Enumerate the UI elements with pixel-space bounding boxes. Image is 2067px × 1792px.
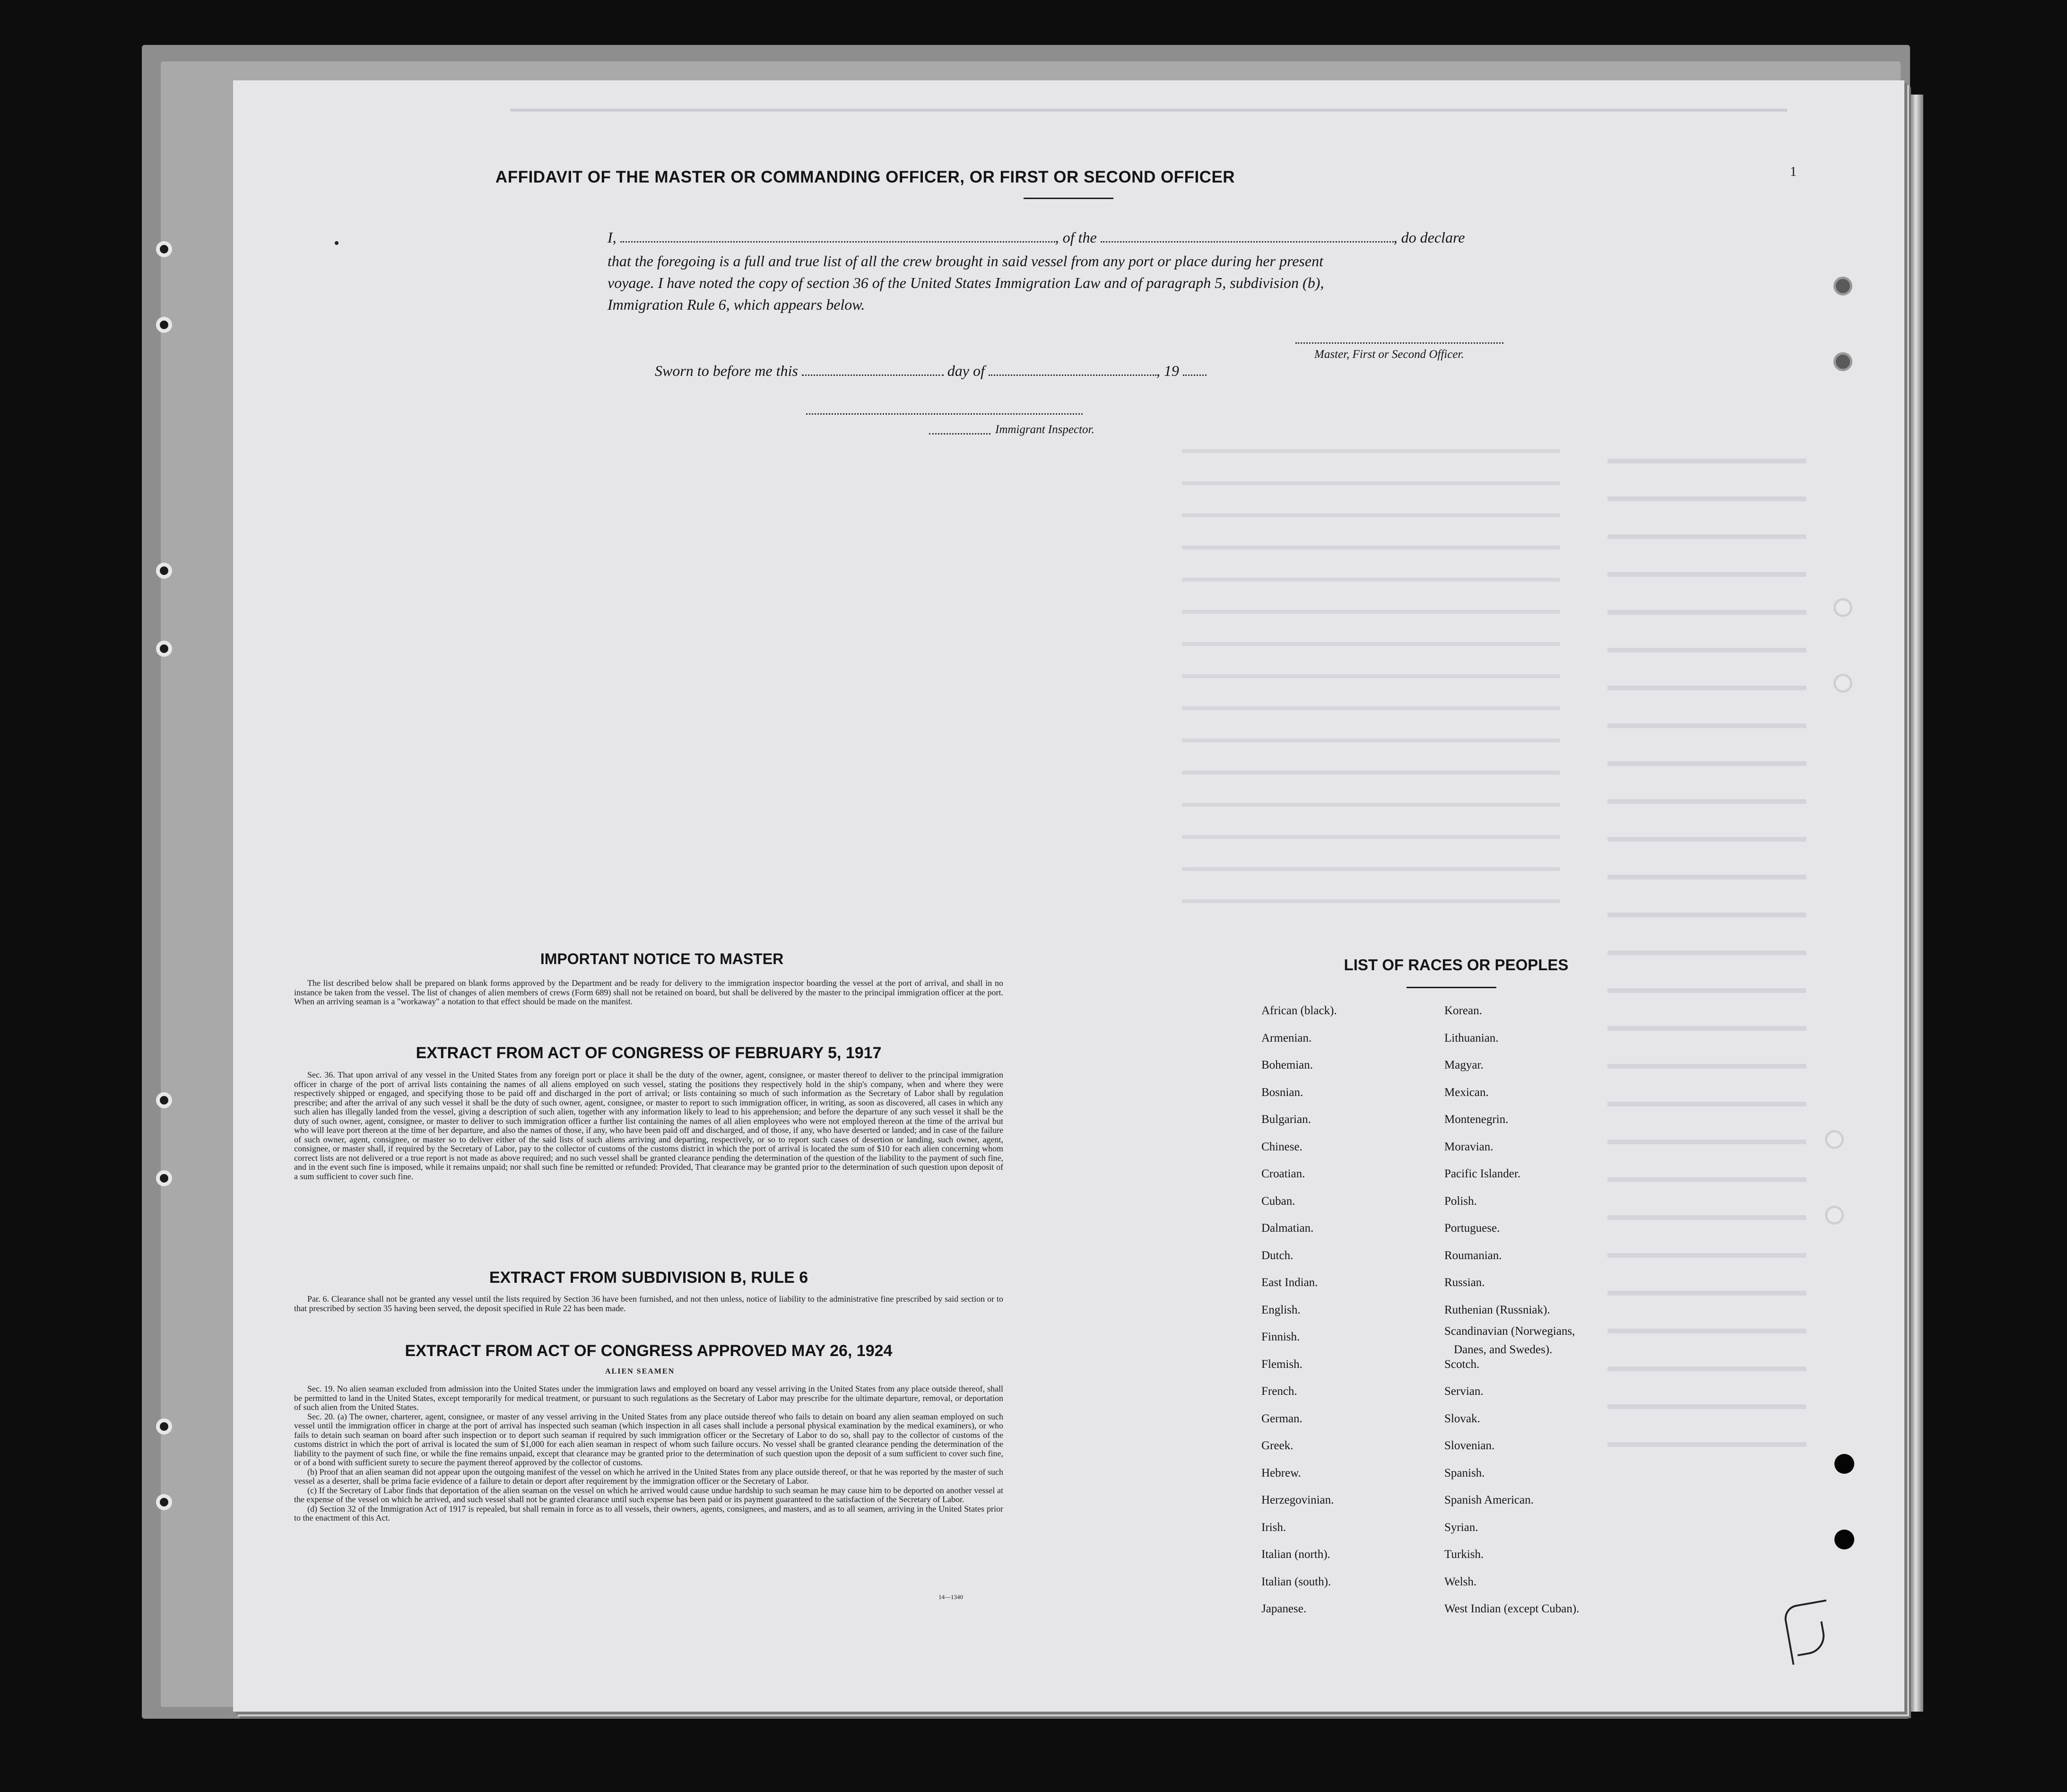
extract-rule6-title: EXTRACT FROM SUBDIVISION B, RULE 6 <box>489 1269 808 1287</box>
race-item: Bosnian. <box>1261 1086 1303 1099</box>
punch-hole <box>156 563 172 579</box>
sec-36-paragraph: Sec. 36. That upon arrival of any vessel in the United States from any foreign port or place it shall be the duty of the owner, agent, consignee, or master thereof to deliver to the principal immigration officer in charge of the port of arrival lists containing the names of all aliens employed on such vessel, stating the positions they respectively hold in the ship's company, when and where they were respectively shipped or engaged, and specifying those to be paid off and discharged in the port of arrival; or lists containing so much of such information as the Secretary of Labor shall by regulation prescribe; and after the arrival of any such vessel it shall be the duty of such owner, agent, consignee, or master to report to such immigration officer, in writing, as soon as discovered, all cases in which any such alien has illegally landed from the vessel, giving a description of such alien, together with any information likely to lead to his apprehension; and before the departure of any such vessel it shall be the duty of such owner, agent, consignee, or master to deliver to such immigration officer a further list containing the names of all alien employees who were not employed thereon at the time of the arrival but who will leave port thereon at the time of her departure, and also the names of those, if any, who have been paid off and discharged, and of those, if any, who have deserted or landed; and in case of the failure of such owner, agent, consignee, or master so to deliver either of the said lists of such aliens arriving and departing, respectively, or so to report such cases of desertion or landing, such owner, agent, consignee, or master shall, if required by the Secretary of Labor, pay to the collector of customs of the customs district in which the port of arrival is located the sum of $10 for each alien concerning whom correct lists are not delivered or a true report is not made as above required; and no such vessel shall be granted clearance pending the determination of the question of the liability to the payment of such fine, and in the event such fine is imposed, while it remains unpaid; nor shall such fine be remitted or refunded: Provided, That clearance may be granted prior to the determination of such question upon deposit of a sum sufficient to cover such fine. <box>294 1070 1003 1181</box>
sworn-day-blank[interactable] <box>802 372 944 376</box>
sec-20a-paragraph: Sec. 20. (a) The owner, charterer, agent, consignee, or master of any vessel arriving in the United States from any place outside thereof who fails to detain on board any alien seaman employed on such vessel until the immigration officer in charge at the port of arrival has inspected such seaman (which inspection in all cases shall include a personal physical examination by the medical examiners), or who fails to detain such seaman on board after such inspection or to deport such seaman if required by such immigration officer or the Secretary of Labor to do so, shall pay to the collector of customs of the customs district in which the port of arrival is located the sum of $1,000 for each alien seaman in respect of whom such failure occurs. No vessel shall be granted clearance pending the determination of the liability to the payment of such fine, or while the fine remains unpaid, except that clearance may be granted prior to the determination of such question upon the deposit of a sum sufficient to cover such fine, or of a bond with sufficient surety to secure the payment thereof approved by the collector of customs. <box>294 1411 1003 1467</box>
race-item: East Indian. <box>1261 1276 1318 1289</box>
sworn-month-blank[interactable] <box>989 372 1156 376</box>
bleed-through <box>1182 421 1560 917</box>
race-item: Flemish. <box>1261 1357 1303 1371</box>
punch-hole <box>1834 1530 1854 1549</box>
race-item: Bulgarian. <box>1261 1113 1311 1126</box>
extract-1917-body <box>294 1070 1003 1181</box>
race-item: Polish. <box>1444 1194 1477 1208</box>
punch-hole <box>156 1170 172 1186</box>
race-item: Servian. <box>1444 1385 1484 1398</box>
sec-19-paragraph: Sec. 19. No alien seaman excluded from admission into the United States under the immigration laws and employed on board any vessel arriving in the United States from any place outside thereof, shall be permitted to land in the United States, except temporarily for medical treatment, or pursuant to such regulations as the Secretary of Labor may prescribe for the ultimate departure, removal, or deportation of such alien from the United States. <box>294 1384 1003 1412</box>
race-item: German. <box>1261 1412 1303 1425</box>
extract-1924-body <box>294 1384 1003 1523</box>
race-item: Roumanian. <box>1444 1249 1502 1262</box>
notice-paragraph: The list described below shall be prepared on blank forms approved by the Department and be ready for delivery to the immigration inspector boarding the vessel at the port of arrival, and shall in no instance be taken from the vessel. The list of changes of alien members of crews (Form 689) shall not be retained on board, but shall be delivered by the master to the principal immigration officer at the port. When an arriving seaman is a "workaway" a notation to that effect should be made on the manifest. <box>294 978 1003 1006</box>
punch-hole <box>1833 674 1852 693</box>
punch-hole <box>156 241 172 257</box>
punch-hole <box>156 317 172 333</box>
master-caption: Master, First or Second Officer. <box>1314 348 1464 361</box>
alien-seamen-subtitle: ALIEN SEAMEN <box>605 1367 675 1375</box>
race-item: Italian (north). <box>1261 1548 1330 1561</box>
race-item: Chinese. <box>1261 1140 1303 1153</box>
race-item: Croatian. <box>1261 1167 1305 1180</box>
race-item: Spanish American. <box>1444 1494 1534 1506</box>
race-item: Pacific Islander. <box>1444 1167 1521 1180</box>
sworn-label: Sworn to before me this <box>655 362 798 379</box>
race-item: French. <box>1261 1385 1297 1398</box>
sec-20c-paragraph: (c) If the Secretary of Labor finds that deportation of the alien seaman on the vessel on which he arrived would cause undue hardship to such seaman he may cause him to be deported on another vessel at the expense of the vessel on which he arrived, and such vessel shall not be granted clearance until such expense has been paid or its payment guaranteed to the satisfaction of the Secretary of Labor. <box>294 1485 1003 1504</box>
affidavit-declare-label: , do declare <box>1393 229 1465 246</box>
race-item: Montenegrin. <box>1444 1113 1509 1126</box>
race-item: Welsh. <box>1444 1575 1477 1588</box>
race-item: Dalmatian. <box>1261 1222 1314 1235</box>
notice-body <box>294 979 1003 1007</box>
form-number: 14—1340 <box>938 1593 963 1601</box>
race-item: West Indian (except Cuban). <box>1444 1602 1580 1615</box>
race-item: Armenian. <box>1261 1031 1312 1044</box>
race-item: Slovenian. <box>1444 1439 1495 1452</box>
master-signature-blank[interactable] <box>1295 339 1503 344</box>
sworn-line <box>655 359 1207 382</box>
race-item: Herzegovinian. <box>1261 1494 1334 1506</box>
race-item: Scotch. <box>1444 1357 1480 1371</box>
race-item: Spanish. <box>1444 1466 1485 1479</box>
affidavit-i-label: I, <box>608 229 617 246</box>
bleed-through <box>1607 426 1806 1466</box>
race-item: Scandinavian (Norwegians, <box>1444 1325 1575 1338</box>
affidavit-line-3: voyage. I have noted the copy of section 36 of the United States Immigration Law and of paragraph 5, subdivision (b), <box>608 274 1324 291</box>
race-item: Cuban. <box>1261 1194 1295 1208</box>
extract-1917-title: EXTRACT FROM ACT OF CONGRESS OF FEBRUARY 5, 1917 <box>416 1044 882 1062</box>
races-title-rule <box>1407 987 1496 988</box>
punch-hole <box>1834 1454 1854 1474</box>
race-item: Japanese. <box>1261 1602 1307 1615</box>
sworn-year-blank[interactable] <box>1183 372 1207 376</box>
race-item: Russian. <box>1444 1276 1485 1289</box>
extract-1924-title: EXTRACT FROM ACT OF CONGRESS APPROVED MAY 26, 1924 <box>405 1342 893 1360</box>
race-item: Syrian. <box>1444 1521 1478 1534</box>
race-item: Hebrew. <box>1261 1466 1301 1479</box>
punch-hole <box>1833 352 1852 371</box>
race-continuation: Danes, and Swedes). <box>1454 1343 1553 1356</box>
affidavit-line-2: that the foregoing is a full and true list of all the crew brought in said vessel from any port or place during her present <box>608 252 1323 270</box>
inspector-caption: Immigrant Inspector. <box>995 423 1094 436</box>
race-item: Mexican. <box>1444 1086 1489 1099</box>
race-item: English. <box>1261 1303 1301 1316</box>
stray-mark <box>335 241 339 245</box>
race-item: Slovak. <box>1444 1412 1480 1425</box>
race-item: Portuguese. <box>1444 1222 1500 1235</box>
vessel-blank[interactable] <box>1101 238 1394 243</box>
race-item: African (black). <box>1261 1004 1337 1017</box>
page-number: 1 <box>1790 165 1797 179</box>
punch-hole <box>156 641 172 657</box>
race-item: Greek. <box>1261 1439 1294 1452</box>
sec-20d-paragraph: (d) Section 32 of the Immigration Act of 1917 is repealed, but shall remain in force as to all vessels, their owners, agents, consignees, and masters, and as to all seamen, arriving in the United States prior to the enactment of this Act. <box>294 1504 1003 1522</box>
race-item: Turkish. <box>1444 1548 1484 1561</box>
par-6-paragraph: Par. 6. Clearance shall not be granted any vessel until the lists required by Section 36 have been furnished, and not then unless, notice of liability to the administrative fine prescribed by said section or to that prescribed by section 35 having been served, the deposit specified in Rule 22 has been made. <box>294 1294 1003 1313</box>
punch-hole <box>1833 277 1852 296</box>
race-item: Bohemian. <box>1261 1059 1313 1071</box>
notice-title: IMPORTANT NOTICE TO MASTER <box>540 950 784 967</box>
race-item: Korean. <box>1444 1004 1482 1017</box>
punch-hole <box>1833 598 1852 617</box>
race-item: Irish. <box>1261 1521 1286 1534</box>
affidavit-line-4: Immigration Rule 6, which appears below. <box>608 296 865 313</box>
affidavit-title: AFFIDAVIT OF THE MASTER OR COMMANDING OFFICER, OR FIRST OR SECOND OFFICER <box>495 168 1235 186</box>
extract-rule6-body <box>294 1295 1003 1313</box>
races-title: LIST OF RACES OR PEOPLES <box>1344 956 1569 974</box>
inspector-signature-blank[interactable] <box>806 410 1083 415</box>
sec-20b-paragraph: (b) Proof that an alien seaman did not appear upon the outgoing manifest of the vessel on which he arrived in the United States from any place outside thereof, or that he was reported by the master of such vessel as a deserter, shall be prima facie evidence of a failure to detain or deport after requirement by the immigration officer or the Secretary of Labor. <box>294 1467 1003 1486</box>
year-label: , 19 <box>1156 362 1179 379</box>
name-blank[interactable] <box>620 238 1055 243</box>
punch-hole <box>156 1494 172 1510</box>
inspector-signature-blank-2[interactable] <box>929 430 990 435</box>
punch-hole <box>1825 1206 1844 1225</box>
punch-hole <box>1825 1130 1844 1149</box>
race-item: Finnish. <box>1261 1331 1300 1343</box>
race-item: Ruthenian (Russniak). <box>1444 1303 1550 1316</box>
race-item: Lithuanian. <box>1444 1031 1499 1044</box>
race-item: Italian (south). <box>1261 1575 1331 1588</box>
affidavit-of-the-label: , of the <box>1055 229 1097 246</box>
punch-hole <box>156 1092 172 1108</box>
affidavit-line-1 <box>608 226 1465 249</box>
bleed-through <box>511 109 1787 130</box>
title-rule <box>1024 198 1113 199</box>
race-item: Dutch. <box>1261 1249 1294 1262</box>
race-item: Magyar. <box>1444 1059 1484 1071</box>
page-stack-edge <box>1904 95 1923 1712</box>
punch-hole <box>156 1418 172 1435</box>
day-of-label: day of <box>947 362 985 379</box>
race-item: Moravian. <box>1444 1140 1494 1153</box>
